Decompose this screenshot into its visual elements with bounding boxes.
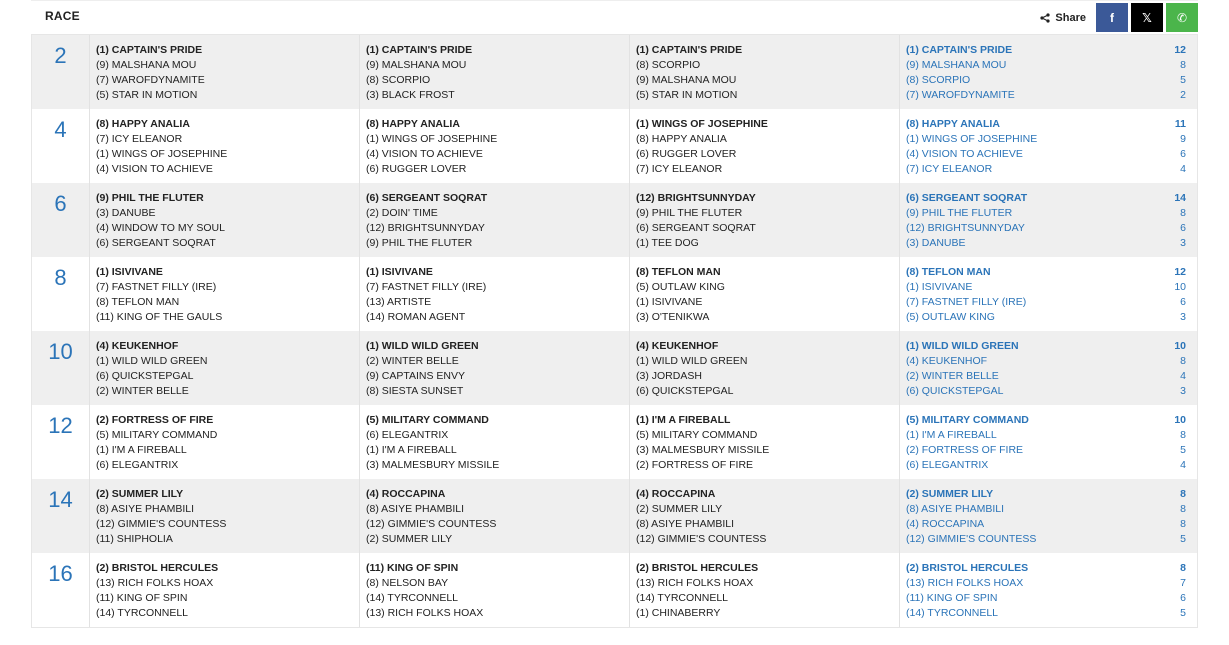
tipster-picks [360,257,630,331]
consensus-entry[interactable]: (8) ASIYE PHAMBILI [906,503,1005,515]
consensus-names [906,339,1156,405]
pick-entry: (1) WINGS OF JOSEPHINE [366,133,498,145]
top-pick: (6) SERGEANT SOQRAT [366,192,488,204]
top-pick: (5) MILITARY COMMAND [366,414,489,426]
pick-entry: (8) HAPPY ANALIA [636,133,727,145]
tipster-picks [630,553,900,627]
consensus-picks [900,405,1197,479]
consensus-entry[interactable]: (1) ISIVIVANE [906,281,973,293]
consensus-entry[interactable]: (7) FASTNET FILLY (IRE) [906,296,1027,308]
points-value: 4 [1180,459,1186,471]
pick-entry: (8) ASIYE PHAMBILI [636,518,735,530]
race-number: 6 [32,183,90,257]
pick-entry: (2) WINTER BELLE [96,385,189,397]
race-row [32,109,1197,183]
pick-entry: (8) ASIYE PHAMBILI [96,503,195,515]
pick-entry: (7) ICY ELEANOR [636,163,723,175]
points-value: 8 [1180,355,1186,367]
top-pick: (1) CAPTAIN'S PRIDE [636,44,743,56]
consensus-entry[interactable]: (2) WINTER BELLE [906,370,999,382]
pick-entry: (11) KING OF SPIN [96,592,188,604]
pick-entry: (1) I'M A FIREBALL [96,444,187,456]
points-value: 6 [1180,296,1186,308]
tipster-picks [630,405,900,479]
tipster-picks [90,183,360,257]
points-value: 6 [1180,148,1186,160]
consensus-entry[interactable]: (14) TYRCONNELL [906,607,998,619]
race-row [32,183,1197,257]
pick-entry: (6) SERGEANT SOQRAT [96,237,216,249]
pick-entry: (4) VISION TO ACHIEVE [96,163,213,175]
points-value: 8 [1180,59,1186,71]
consensus-entry[interactable]: (12) BRIGHTSUNNYDAY [906,222,1025,234]
tipster-picks [360,479,630,553]
pick-entry: (2) WINTER BELLE [366,355,459,367]
race-row [32,331,1197,405]
consensus-entry[interactable]: (12) GIMMIE'S COUNTESS [906,533,1037,545]
facebook-icon: f [1110,10,1114,25]
consensus-names [906,265,1156,331]
pick-entry: (9) MALSHANA MOU [96,59,197,71]
tipster-picks [630,109,900,183]
tipster-picks [360,183,630,257]
pick-entry: (1) WILD WILD GREEN [96,355,208,367]
pick-entry: (8) NELSON BAY [366,577,449,589]
top-pick: (9) PHIL THE FLUTER [96,192,204,204]
race-number: 14 [32,479,90,553]
tipster-picks [90,35,360,109]
race-row [32,553,1197,627]
consensus-entry[interactable]: (9) MALSHANA MOU [906,59,1007,71]
consensus-top-pick[interactable]: (2) SUMMER LILY [906,488,994,500]
points-value: 14 [1174,192,1186,204]
pick-entry: (6) QUICKSTEPGAL [96,370,194,382]
points-value: 3 [1180,385,1186,397]
pick-entry: (6) ELEGANTRIX [96,459,179,471]
top-pick: (2) BRISTOL HERCULES [96,562,219,574]
consensus-picks [900,109,1197,183]
pick-entry: (12) BRIGHTSUNNYDAY [366,222,485,234]
points-value: 10 [1174,414,1186,426]
pick-entry: (13) RICH FOLKS HOAX [96,577,214,589]
consensus-points [1156,561,1186,627]
consensus-points [1156,265,1186,331]
consensus-points [1156,117,1186,183]
consensus-top-pick[interactable]: (8) TEFLON MAN [906,266,991,278]
top-pick: (4) KEUKENHOF [636,340,719,352]
consensus-picks [900,257,1197,331]
top-pick: (1) ISIVIVANE [366,266,433,278]
pick-entry: (8) SCORPIO [636,59,701,71]
consensus-points [1156,339,1186,405]
consensus-entry[interactable]: (5) OUTLAW KING [906,311,995,323]
pick-entry: (14) ROMAN AGENT [366,311,466,323]
consensus-points [1156,43,1186,109]
pick-entry: (9) MALSHANA MOU [366,59,467,71]
pick-entry: (6) RUGGER LOVER [366,163,467,175]
points-value: 5 [1180,444,1186,456]
consensus-entry[interactable]: (4) VISION TO ACHIEVE [906,148,1023,160]
top-pick: (4) KEUKENHOF [96,340,179,352]
pick-entry: (5) MILITARY COMMAND [636,429,758,441]
points-value: 8 [1180,562,1186,574]
tipster-picks [630,257,900,331]
consensus-top-pick[interactable]: (1) WILD WILD GREEN [906,340,1019,352]
race-table [31,35,1198,628]
top-pick: (4) ROCCAPINA [366,488,446,500]
consensus-points [1156,487,1186,553]
top-pick: (12) BRIGHTSUNNYDAY [636,192,756,204]
points-value: 3 [1180,311,1186,323]
points-value: 8 [1180,503,1186,515]
consensus-top-pick[interactable]: (1) CAPTAIN'S PRIDE [906,44,1013,56]
share-label: Share [1055,11,1086,24]
race-number: 10 [32,331,90,405]
top-pick: (11) KING OF SPIN [366,562,459,574]
pick-entry: (6) RUGGER LOVER [636,148,737,160]
top-pick: (4) ROCCAPINA [636,488,716,500]
pick-entry: (14) TYRCONNELL [96,607,188,619]
pick-entry: (2) SUMMER LILY [366,533,453,545]
pick-entry: (14) TYRCONNELL [636,592,728,604]
pick-entry: (2) DOIN' TIME [366,207,438,219]
pick-entry: (13) RICH FOLKS HOAX [636,577,754,589]
consensus-names [906,117,1156,183]
consensus-top-pick[interactable]: (8) HAPPY ANALIA [906,118,1000,130]
consensus-picks [900,183,1197,257]
pick-entry: (2) SUMMER LILY [636,503,723,515]
points-value: 8 [1180,429,1186,441]
share-icon [1040,13,1050,23]
pick-entry: (1) WINGS OF JOSEPHINE [96,148,228,160]
race-number: 4 [32,109,90,183]
points-value: 5 [1180,533,1186,545]
pick-entry: (1) TEE DOG [636,237,699,249]
tipster-picks [90,109,360,183]
pick-entry: (3) BLACK FROST [366,89,455,101]
pick-entry: (3) DANUBE [96,207,156,219]
race-column-title: RACE [45,9,80,23]
pick-entry: (5) OUTLAW KING [636,281,725,293]
race-row [32,405,1197,479]
pick-entry: (12) GIMMIE'S COUNTESS [366,518,497,530]
consensus-entry[interactable]: (7) WAROFDYNAMITE [906,89,1015,101]
tipster-picks [90,405,360,479]
pick-entry: (6) ELEGANTRIX [366,429,449,441]
race-row [32,257,1197,331]
tipster-picks [630,183,900,257]
race-number: 2 [32,35,90,109]
consensus-entry[interactable]: (7) ICY ELEANOR [906,163,993,175]
top-pick: (8) HAPPY ANALIA [96,118,190,130]
consensus-names [906,561,1156,627]
consensus-top-pick[interactable]: (5) MILITARY COMMAND [906,414,1029,426]
points-value: 8 [1180,518,1186,530]
points-value: 10 [1174,340,1186,352]
consensus-points [1156,191,1186,257]
consensus-entry[interactable]: (4) ROCCAPINA [906,518,985,530]
pick-entry: (5) STAR IN MOTION [96,89,198,101]
points-value: 9 [1180,133,1186,145]
widget-header [31,0,1198,35]
points-value: 11 [1174,118,1186,130]
top-pick: (8) HAPPY ANALIA [366,118,460,130]
tipster-picks [360,405,630,479]
consensus-names [906,487,1156,553]
points-value: 10 [1174,281,1186,293]
points-value: 4 [1180,163,1186,175]
whatsapp-share-button[interactable] [1166,3,1198,32]
pick-entry: (8) ASIYE PHAMBILI [366,503,465,515]
tipster-picks [90,331,360,405]
share-bar [1040,3,1198,32]
x-icon: 𝕏 [1142,10,1152,25]
consensus-entry[interactable]: (11) KING OF SPIN [906,592,998,604]
top-pick: (1) ISIVIVANE [96,266,163,278]
top-pick: (1) CAPTAIN'S PRIDE [96,44,203,56]
top-pick: (2) SUMMER LILY [96,488,184,500]
tipster-picks [90,479,360,553]
points-value: 4 [1180,370,1186,382]
points-value: 6 [1180,592,1186,604]
top-pick: (1) WINGS OF JOSEPHINE [636,118,768,130]
consensus-entry[interactable]: (2) FORTRESS OF FIRE [906,444,1024,456]
points-value: 6 [1180,222,1186,234]
consensus-entry[interactable]: (6) ELEGANTRIX [906,459,989,471]
points-value: 3 [1180,237,1186,249]
pick-entry: (2) FORTRESS OF FIRE [636,459,754,471]
consensus-names [906,43,1156,109]
consensus-entry[interactable]: (6) QUICKSTEPGAL [906,385,1004,397]
pick-entry: (11) SHIPHOLIA [96,533,173,545]
pick-entry: (12) GIMMIE'S COUNTESS [636,533,767,545]
tipster-picks [90,553,360,627]
tipster-picks [360,109,630,183]
pick-entry: (9) CAPTAINS ENVY [366,370,465,382]
pick-entry: (1) I'M A FIREBALL [366,444,457,456]
tipster-picks [360,553,630,627]
pick-entry: (1) ISIVIVANE [636,296,703,308]
tipster-picks [630,331,900,405]
consensus-names [906,413,1156,479]
pick-entry: (8) SIESTA SUNSET [366,385,464,397]
pick-entry: (7) FASTNET FILLY (IRE) [96,281,217,293]
pick-entry: (3) MALMESBURY MISSILE [636,444,770,456]
tipster-picks [630,479,900,553]
race-tips-widget [31,0,1198,628]
tipster-picks [360,35,630,109]
consensus-entry[interactable]: (1) WINGS OF JOSEPHINE [906,133,1038,145]
pick-entry: (3) JORDASH [636,370,702,382]
race-row [32,35,1197,109]
facebook-share-button[interactable] [1096,3,1128,32]
pick-entry: (3) MALMESBURY MISSILE [366,459,500,471]
race-number: 16 [32,553,90,627]
race-number: 12 [32,405,90,479]
consensus-entry[interactable]: (13) RICH FOLKS HOAX [906,577,1024,589]
pick-entry: (7) WAROFDYNAMITE [96,74,205,86]
consensus-entry[interactable]: (4) KEUKENHOF [906,355,988,367]
race-number: 8 [32,257,90,331]
pick-entry: (13) ARTISTE [366,296,432,308]
pick-entry: (7) FASTNET FILLY (IRE) [366,281,487,293]
top-pick: (2) FORTRESS OF FIRE [96,414,214,426]
pick-entry: (1) WILD WILD GREEN [636,355,748,367]
pick-entry: (3) O'TENIKWA [636,311,710,323]
pick-entry: (9) MALSHANA MOU [636,74,737,86]
pick-entry: (5) STAR IN MOTION [636,89,738,101]
points-value: 7 [1180,577,1186,589]
top-pick: (1) I'M A FIREBALL [636,414,731,426]
points-value: 5 [1180,74,1186,86]
pick-entry: (12) GIMMIE'S COUNTESS [96,518,227,530]
consensus-entry[interactable]: (9) PHIL THE FLUTER [906,207,1013,219]
top-pick: (1) CAPTAIN'S PRIDE [366,44,473,56]
share-label-group[interactable] [1040,12,1086,24]
pick-entry: (7) ICY ELEANOR [96,133,183,145]
consensus-picks [900,479,1197,553]
pick-entry: (6) SERGEANT SOQRAT [636,222,756,234]
pick-entry: (8) TEFLON MAN [96,296,180,308]
top-pick: (8) TEFLON MAN [636,266,721,278]
consensus-entry[interactable]: (3) DANUBE [906,237,966,249]
consensus-top-pick[interactable]: (6) SERGEANT SOQRAT [906,192,1028,204]
tipster-picks [360,331,630,405]
points-value: 12 [1174,266,1186,278]
pick-entry: (1) CHINABERRY [636,607,721,619]
consensus-top-pick[interactable]: (2) BRISTOL HERCULES [906,562,1029,574]
pick-entry: (6) QUICKSTEPGAL [636,385,734,397]
consensus-points [1156,413,1186,479]
points-value: 8 [1180,207,1186,219]
pick-entry: (9) PHIL THE FLUTER [636,207,743,219]
pick-entry: (14) TYRCONNELL [366,592,458,604]
consensus-picks [900,35,1197,109]
pick-entry: (9) PHIL THE FLUTER [366,237,473,249]
points-value: 8 [1180,488,1186,500]
points-value: 12 [1174,44,1186,56]
race-row [32,479,1197,553]
points-value: 5 [1180,607,1186,619]
tipster-picks [630,35,900,109]
consensus-picks [900,331,1197,405]
tipster-picks [90,257,360,331]
pick-entry: (4) VISION TO ACHIEVE [366,148,483,160]
pick-entry: (8) SCORPIO [366,74,431,86]
whatsapp-icon: ✆ [1176,10,1188,25]
pick-entry: (5) MILITARY COMMAND [96,429,218,441]
consensus-picks [900,553,1197,627]
x-share-button[interactable] [1131,3,1163,32]
top-pick: (2) BRISTOL HERCULES [636,562,759,574]
consensus-entry[interactable]: (8) SCORPIO [906,74,971,86]
top-pick: (1) WILD WILD GREEN [366,340,479,352]
pick-entry: (13) RICH FOLKS HOAX [366,607,484,619]
consensus-names [906,191,1156,257]
points-value: 2 [1180,89,1186,101]
consensus-entry[interactable]: (1) I'M A FIREBALL [906,429,997,441]
pick-entry: (4) WINDOW TO MY SOUL [96,222,225,234]
pick-entry: (11) KING OF THE GAULS [96,311,223,323]
